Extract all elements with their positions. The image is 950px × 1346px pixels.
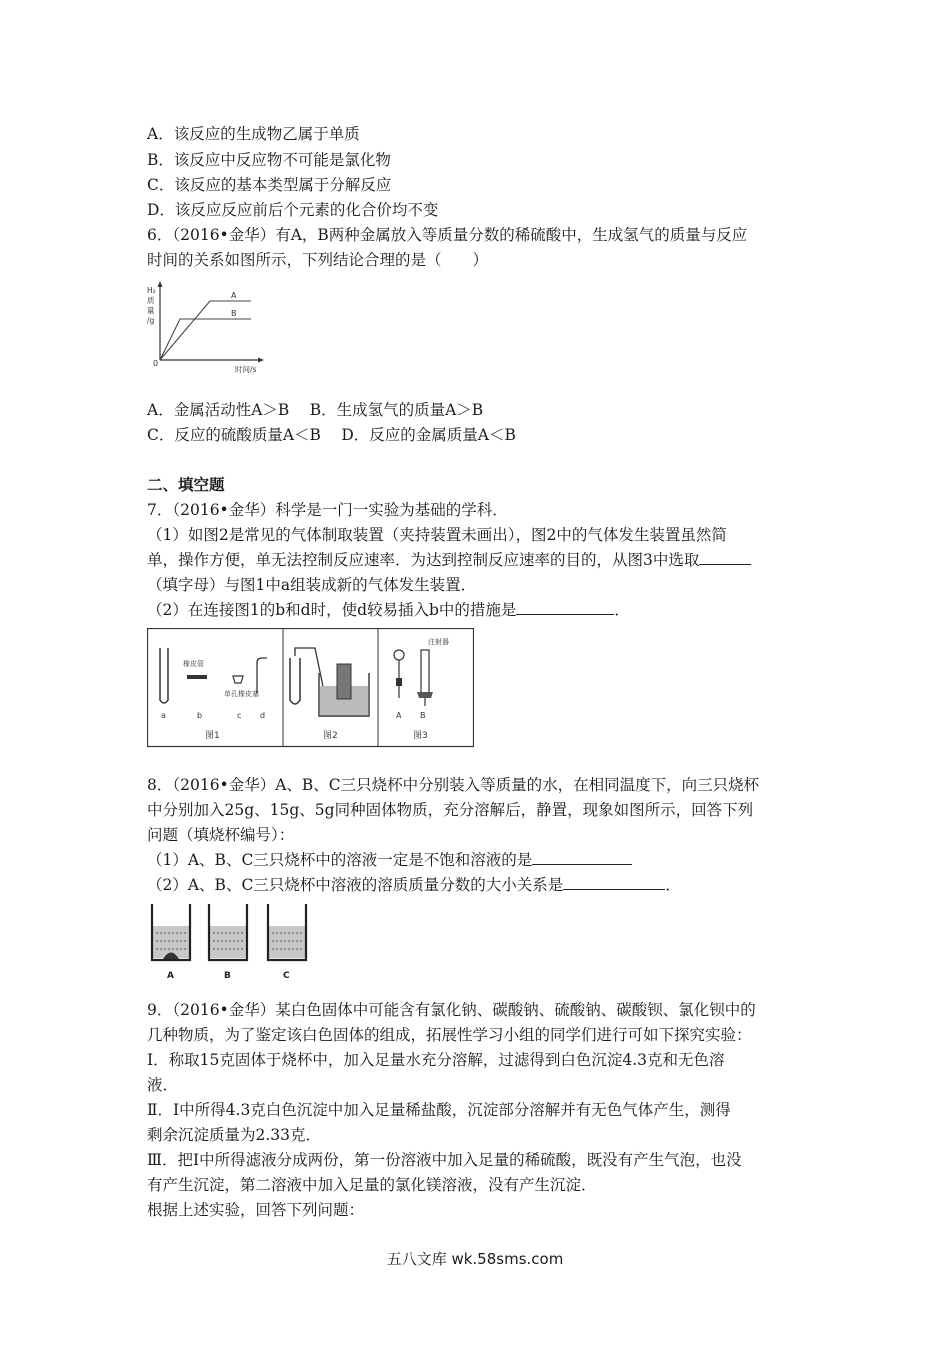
q8-answer-blank-1[interactable] (532, 849, 632, 865)
q8-answer-blank-2[interactable] (563, 874, 665, 890)
figure2-collecting-bottle (337, 664, 351, 699)
q8-line4-text: （1）A、B、C三只烧杯中的溶液一定是不饱和溶液的是 (147, 851, 533, 869)
chart-xlabel: 时间/s (235, 365, 257, 374)
chart-series-b-label: B (231, 309, 237, 318)
q7-stem-line5 (147, 599, 630, 621)
q6-stem-line1: 6．（2016•金华）有A，B两种金属放入等质量分数的稀硫酸中，生成氢气的质量与反应 (147, 226, 748, 244)
chart-series-a-label: A (231, 291, 237, 300)
beaker-b (209, 904, 247, 960)
q5-option-b: B．该反应中反应物不可能是氯化物 (147, 151, 391, 169)
chart-ylabel-2: 质 (147, 296, 155, 305)
beaker-c (268, 904, 306, 960)
page-footer: 五八文库 wk.58sms.com (386, 1250, 564, 1268)
q8-stem-line3: 问题（填烧杯编号）： (147, 826, 295, 844)
figure1-part-d: d (260, 711, 266, 720)
figure3-part-a: A (396, 711, 402, 720)
q9-step3-line2: 有产生沉淀，第二溶液中加入足量的氯化镁溶液，没有产生沉淀． (147, 1176, 597, 1194)
chart-ylabel-3: 量 (147, 306, 155, 315)
q6-options-cd: C．反应的硫酸质量A＜B D．反应的金属质量A＜B (147, 426, 516, 444)
chart-ylabel-4: /g (147, 316, 155, 325)
q9-step1-line1: Ⅰ．称取15克固体于烧杯中，加入足量水充分溶解，过滤得到白色沉淀4.3克和无色溶 (147, 1051, 725, 1069)
q8-line5-text: （2）A、B、C三只烧杯中溶液的溶质质量分数的大小关系是 (147, 876, 564, 894)
figure3-caption: 图3 (413, 731, 428, 741)
q7-answer-blank-2[interactable] (516, 599, 614, 615)
q9-step1-line2: 液． (147, 1076, 179, 1094)
q8-line5-end: ． (665, 876, 681, 894)
q8-stem-line4 (147, 849, 632, 871)
q6-hydrogen-time-graph (143, 280, 268, 377)
q7-answer-blank-1[interactable] (699, 549, 751, 565)
q7-stem-line4: （填字母）与图1中a组装成新的气体发生装置． (147, 576, 477, 594)
section-title-fill-in: 二、填空题 (147, 476, 225, 494)
figure3-part-b: B (420, 711, 426, 720)
figure3-syringe-label: 注射器 (428, 638, 449, 646)
chart-origin-label: 0 (153, 359, 159, 368)
q7-line5-text: （2）在连接图1的b和d时，使d较易插入b中的措施是 (147, 601, 517, 619)
q9-question-prompt: 根据上述实验，回答下列问题： (147, 1201, 365, 1219)
q7-stem-line1: 7．（2016•金华）科学是一门一实验为基础的学科． (147, 501, 508, 519)
q9-step2-line2: 剩余沉淀质量为2.33克． (147, 1126, 322, 1144)
figure1-rubber-tube (187, 675, 207, 679)
q7-apparatus-figure (147, 628, 474, 748)
q8-stem-line5 (147, 874, 681, 896)
figure1-stopper-label: 单孔橡皮塞 (224, 690, 259, 698)
figure1-part-c: c (237, 711, 242, 720)
q9-step3-line1: Ⅲ．把Ⅰ中所得滤液分成两份，第一份溶液中加入足量的稀硫酸，既没有产生气泡，也没 (147, 1151, 742, 1169)
beaker-a-label: A (167, 971, 174, 981)
q8-stem-line2: 中分别加入25g、15g、5g同种固体物质，充分溶解后，静置，现象如图所示，回答下列 (147, 801, 754, 819)
q7-line5-end: ． (614, 601, 630, 619)
q6-stem-line2: 时间的关系如图所示，下列结论合理的是（ ） (147, 251, 489, 269)
beaker-b-label: B (224, 971, 231, 981)
figure2-caption: 图2 (323, 731, 338, 741)
figure1-part-a: a (161, 711, 166, 720)
q6-options-ab: A．金属活动性A＞B B．生成氢气的质量A＞B (147, 401, 484, 419)
q5-option-c: C．该反应的基本类型属于分解反应 (147, 176, 392, 194)
figure1-rubber-tube-label: 橡皮管 (183, 660, 204, 668)
q9-stem-line2: 几种物质，为了鉴定该白色固体的组成，拓展性学习小组的同学们进行可如下探究实验： (147, 1026, 752, 1044)
q9-step2-line1: Ⅱ．Ⅰ中所得4.3克白色沉淀中加入足量稀盐酸，沉淀部分溶解并有无色气体产生，测得 (147, 1101, 731, 1119)
beaker-c-label: C (283, 971, 290, 981)
beaker-a (152, 904, 190, 960)
q7-line3-text: 单，操作方便，单无法控制反应速率．为达到控制反应速率的目的，从图3中选取 (147, 551, 700, 569)
q8-beakers-figure (145, 898, 315, 984)
chart-ylabel-1: H₂ (147, 286, 156, 295)
q5-option-a: A．该反应的生成物乙属于单质 (147, 125, 360, 143)
figure1-part-b: b (197, 711, 203, 720)
figure1-caption: 图1 (205, 731, 220, 741)
q9-stem-line1: 9．（2016•金华）某白色固体中可能含有氯化钠、碳酸钠、硫酸钠、碳酸钡、氯化钡中的 (147, 1001, 756, 1019)
q5-option-d: D．该反应反应前后个元素的化合价均不变 (147, 201, 439, 219)
q8-stem-line1: 8．（2016•金华）A、B、C三只烧杯中分别装入等质量的水，在相同温度下，向三只烧杯 (147, 776, 760, 794)
q7-stem-line3 (147, 549, 751, 571)
q7-stem-line2: （1）如图2是常见的气体制取装置（夹持装置未画出），图2中的气体发生装置虽然简 (147, 526, 727, 544)
